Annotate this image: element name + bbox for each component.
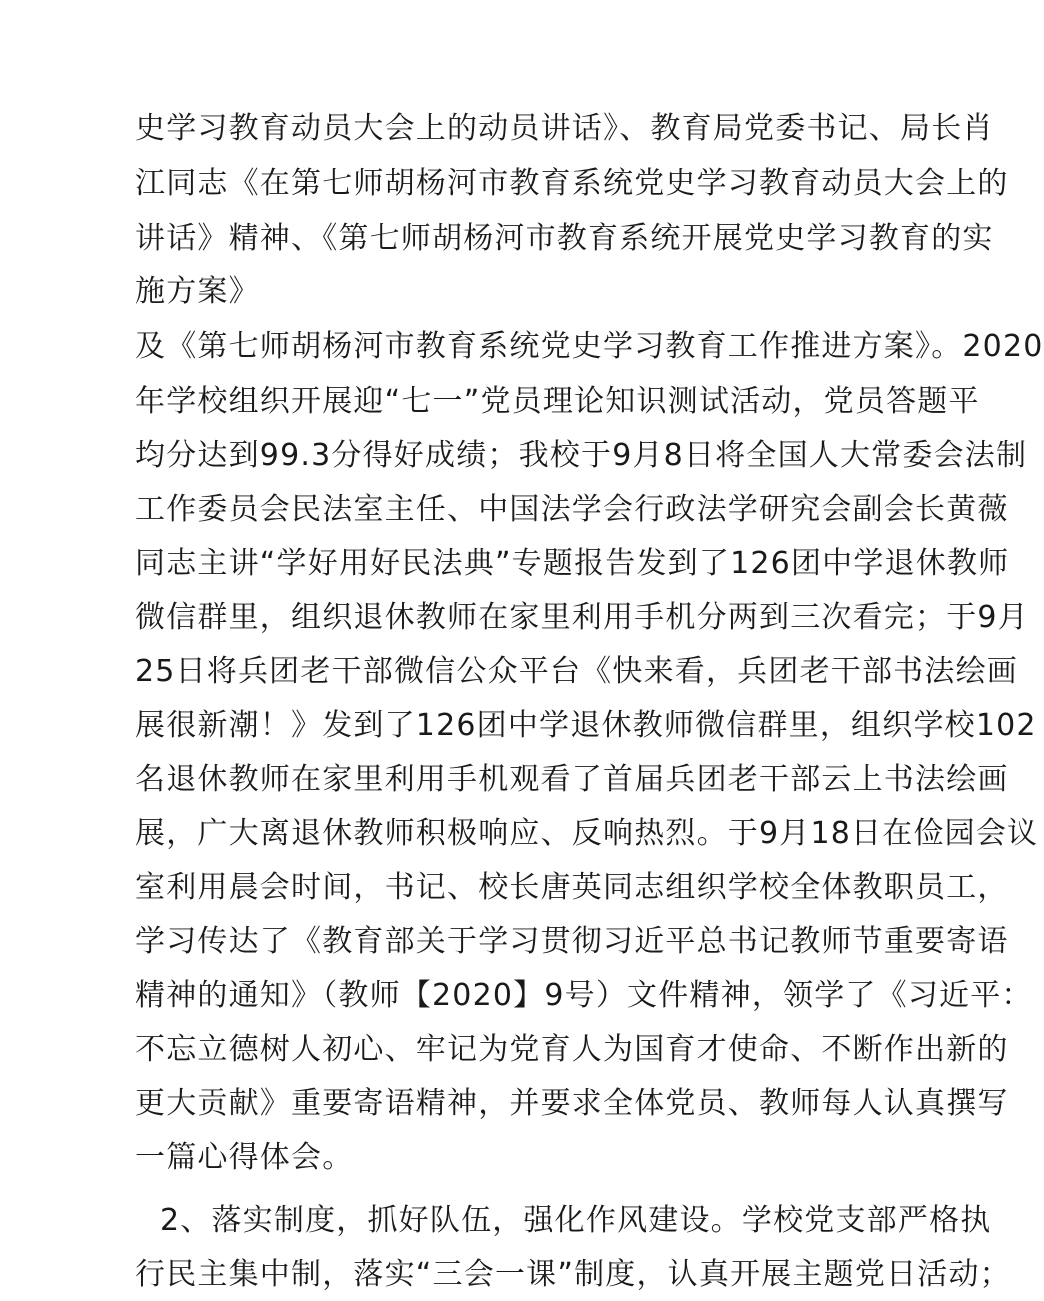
text-line-9: 同志主讲“学好用好民法典”专题报告发到了126团中学退休教师 <box>135 546 1010 581</box>
text-line-10: 微信群里，组织退休教师在家里利用手机分两到三次看完；于9月 <box>135 600 1029 635</box>
text-line-12: 展很新潮！》发到了126团中学退休教师微信群里，组织学校102 <box>135 708 1037 743</box>
text-line-14: 展，广大离退休教师积极响应、反响热烈。于9月18日在俭园会议 <box>135 816 1039 851</box>
text-line-17: 精神的通知》（教师【2020】9号）文件精神，领学了《习近平： <box>135 978 1033 1013</box>
text-line-3: 讲话》精神、《第七师胡杨河市教育系统开展党史学习教育的实 <box>135 221 994 256</box>
text-line-11: 25日将兵团老干部微信公众平台《快来看，兵团老干部书法绘画 <box>135 654 1018 689</box>
text-line-8: 工作委员会民法室主任、中国法学会行政法学研究会副会长黄薇 <box>135 492 1009 527</box>
text-line-2: 江同志《在第七师胡杨河市教育系统党史学习教育动员大会上的 <box>135 166 1009 201</box>
text-line-1: 史学习教育动员大会上的动员讲话》、教育局党委书记、局长肖 <box>135 111 994 146</box>
text-line-18: 不忘立德树人初心、牢记为党育人为国育才使命、不断作出新的 <box>135 1032 1009 1067</box>
text-line-21: 2、落实制度，抓好队伍，强化作风建设。学校党支部严格执 <box>160 1203 992 1238</box>
text-line-22: 行民主集中制，落实“三会一课”制度，认真开展主题党日活动； <box>135 1257 1011 1292</box>
text-line-13: 名退休教师在家里利用手机观看了首届兵团老干部云上书法绘画 <box>135 762 1009 797</box>
text-line-20: 一篇心得体会。 <box>135 1140 354 1175</box>
text-line-15: 室利用晨会时间，书记、校长唐英同志组织学校全体教职员工， <box>135 870 1009 905</box>
text-line-5: 及《第七师胡杨河市教育系统党史学习教育工作推进方案》。2020 <box>135 329 1044 364</box>
text-line-7: 均分达到99.3分得好成绩；我校于9月8日将全国人大常委会法制 <box>135 438 1028 473</box>
text-line-19: 更大贡献》重要寄语精神，并要求全体党员、教师每人认真撰写 <box>135 1086 1009 1121</box>
text-line-16: 学习传达了《教育部关于学习贯彻习近平总书记教师节重要寄语 <box>135 924 1009 959</box>
text-line-4: 施方案》 <box>135 274 260 309</box>
text-line-6: 年学校组织开展迎“七一”党员理论知识测试活动，党员答题平 <box>135 384 980 419</box>
